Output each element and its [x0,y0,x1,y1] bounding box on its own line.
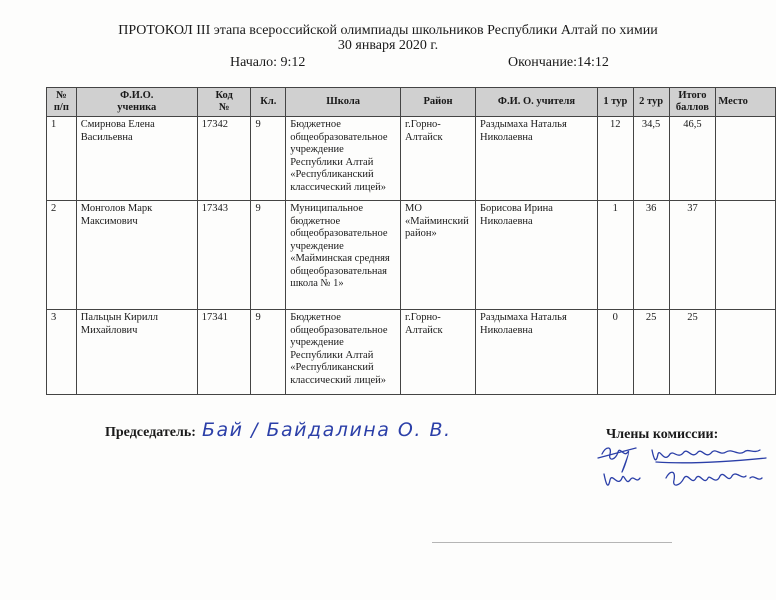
student-grade: 9 [251,201,286,310]
teacher-name: Раздымаха Наталья Николаевна [476,310,598,395]
table-row [47,201,776,310]
protocol-date: 30 января 2020 г. [337,38,439,53]
col-school: Школа [286,88,401,117]
total-score: 37 [669,201,716,310]
student-name: Смирнова Елена Васильевна [76,117,197,201]
col-code: Код № [197,88,251,117]
student-grade: 9 [251,310,286,395]
round2-score: 36 [633,201,669,310]
teacher-name: Раздымаха Наталья Николаевна [476,117,598,201]
row-number: 3 [47,310,77,395]
col-student: Ф.И.О. ученика [76,88,197,117]
col-teacher: Ф.И. О. учителя [476,88,598,117]
results-table [46,87,776,395]
district: МО «Майминский район» [401,201,476,310]
district: г.Горно- Алтайск [401,310,476,395]
svg-text:Бай / Байдалина О. В.: Бай / Байдалина О. В. [202,419,452,441]
student-code: 17341 [197,310,251,395]
place [716,310,776,395]
commission-members-label: Члены комиссии: [606,427,719,442]
chairman-label: Председатель: [105,425,196,440]
student-grade: 9 [251,117,286,201]
signature-line [432,542,672,543]
school-name: Бюджетное общеобразовательное учреждение Республики Алтай «Республиканский классический лицей» [286,310,401,395]
round1-score: 0 [597,310,633,395]
col-round2: 2 тур [633,88,669,117]
round1-score: 1 [597,201,633,310]
teacher-name: Борисова Ирина Николаевна [476,201,598,310]
start-time: Начало: 9:12 [230,55,306,70]
table-row [47,310,776,395]
total-score: 25 [669,310,716,395]
school-name: Муниципальное бюджетное общеобразовательное учреждение «Майминская средняя общеобразовательная школа № 1» [286,201,401,310]
round1-score: 12 [597,117,633,201]
end-time: Окончание:14:12 [508,55,609,70]
row-number: 1 [47,117,77,201]
chairman-signature [196,408,466,448]
student-code: 17342 [197,117,251,201]
table-row [47,117,776,201]
total-score: 46,5 [669,117,716,201]
row-number: 2 [47,201,77,310]
table-header-row [47,88,776,117]
col-round1: 1 тур [597,88,633,117]
round2-score: 34,5 [633,117,669,201]
col-place: Место [716,88,776,117]
student-name: Монголов Марк Максимович [76,201,197,310]
district: г.Горно- Алтайск [401,117,476,201]
student-name: Пальцын Кирилл Михайлович [76,310,197,395]
col-num: № п/п [47,88,77,117]
col-total: Итого баллов [669,88,716,117]
round2-score: 25 [633,310,669,395]
place [716,201,776,310]
school-name: Бюджетное общеобразовательное учреждение Республики Алтай «Республиканский классический лицей» [286,117,401,201]
col-grade: Кл. [251,88,286,117]
place [716,117,776,201]
protocol-title-line1: ПРОТОКОЛ III этапа всероссийской олимпиады школьников Республики Алтай по химии [118,23,658,38]
student-code: 17343 [197,201,251,310]
commission-member-signatures [596,440,774,500]
col-district: Район [401,88,476,117]
